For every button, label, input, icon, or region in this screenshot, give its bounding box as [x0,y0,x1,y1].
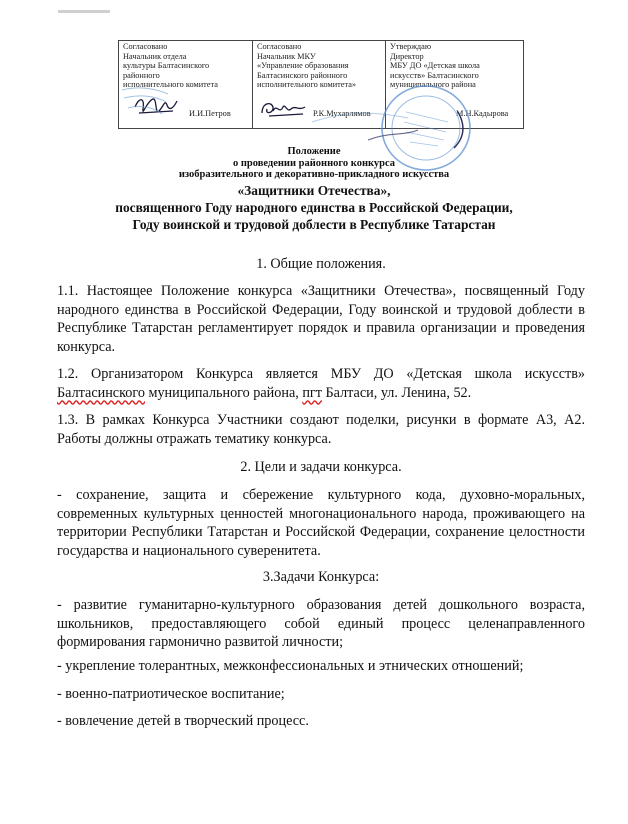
contest-name: «Защитники Отечества», [237,183,391,198]
paragraph-1-3: 1.3. В рамках Конкурса Участники создают поделки, рисунки в формате А3, А2. Работы должны отражать тематику конкурса. [57,412,585,447]
title-dedication-line: Году воинской и трудовой доблести в Республике Татарстан [132,217,496,232]
stamp-left [118,84,172,134]
signer-name: М.Н.Кадырова [456,109,509,118]
title-dedication-line: посвященного Году народного единства в Российской Федерации, [115,200,513,215]
scan-mark [58,10,110,13]
paragraph-3-2: - укрепление толерантных, межконфессиональных и этнических отношений; [57,658,524,674]
doc-title-line: о проведении районного конкурса [232,158,396,169]
doc-title-label: Положение [287,146,341,157]
section-heading-general: 1. Общие положения. [256,256,386,272]
signer-name: И.И.Петров [189,109,231,118]
approval-lines: Согласовано Начальник МКУ «Управление образования Балтасинского районного исполнительного комитета» [257,42,357,90]
spellcheck-word: Балтасинского [57,384,145,401]
signer-name: Р.К.Мухарлямов [313,109,371,118]
spellcheck-word: пгт [302,384,322,401]
section-heading-goals: 2. Цели и задачи конкурса. [240,459,402,475]
paragraph-1-1: 1.1. Настоящее Положение конкурса «Защитники Отечества», посвященный Году народного единства в Российской Федерации, Году воинской и трудовой доблести в Республике Татарстан регламентирует порядок и правила организации и проведения конкурса. [57,283,585,355]
paragraph-3-3: - военно-патриотическое воспитание; [57,686,285,702]
approval-lines: Утверждаю Директор МБУ ДО «Детская школа искусств» Балтасинского муниципального района [390,42,480,90]
paragraph-1-2: 1.2. Организатором Конкурса является МБУ ДО «Детская школа искусств» Балтасинского муниципального района, пгт Балтаси, ул. Ленина, 52. [57,366,585,401]
doc-title-line: изобразительного и декоративно-прикладного искусства [178,169,450,180]
approval-lines: Согласовано Начальник отдела культуры Балтасинского районного исполнительного комитета [123,42,218,90]
paragraph-3-4: - вовлечение детей в творческий процесс. [57,713,309,729]
section-heading-tasks: 3.Задачи Конкурса: [262,569,380,585]
paragraph-3-1: - развитие гуманитарно-культурного образования детей дошкольного возраста, школьников, предоставляющего собой единый процесс целенаправленного формирования гармонично развитой личности; [57,597,585,651]
paragraph-2-1: - сохранение, защита и сбережение культурного кода, духовно-моральных, современных культурных ценностей многонационального народа, проживающего на территории Республики Татарстан и Российской Федерации, сохранение целостности государства и национального суверенитета. [57,487,585,559]
signature-mukharlyamov [259,97,309,121]
